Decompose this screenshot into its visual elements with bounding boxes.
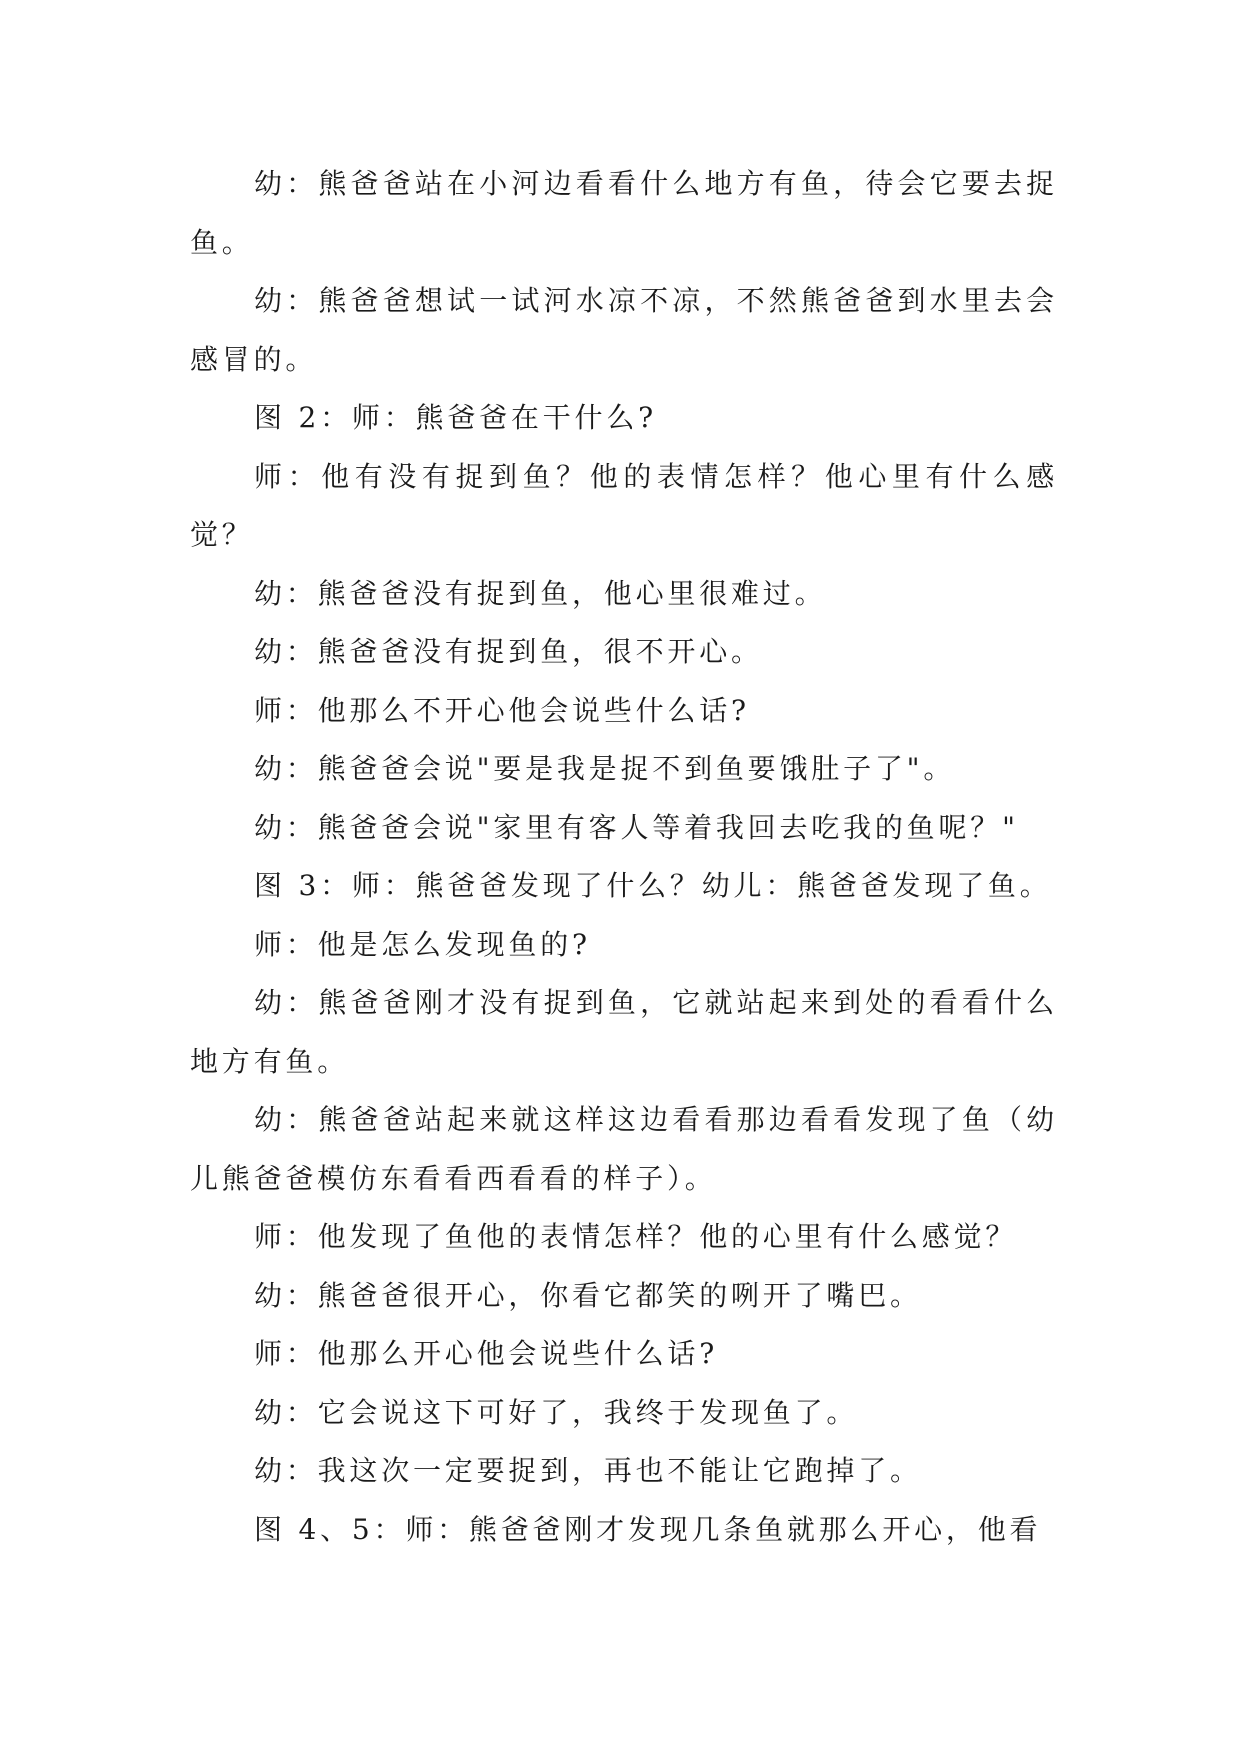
paragraph: 幼：熊爸爸没有捉到鱼，很不开心。 [254, 635, 763, 668]
paragraph: 幼：熊爸爸站在小河边看看什么地方有鱼，待会它要去捉鱼。 [190, 167, 1058, 259]
paragraph: 师：他有没有捉到鱼？他的表情怎样？他心里有什么感觉？ [190, 459, 1058, 551]
paragraph: 幼：熊爸爸站起来就这样这边看看那边看看发现了鱼（幼儿熊爸爸模仿东看看西看看的样子）。 [190, 1103, 1058, 1195]
paragraph: 师：他发现了鱼他的表情怎样？他的心里有什么感觉？ [254, 1220, 1018, 1253]
paragraph: 幼：熊爸爸会说"要是我是捉不到鱼要饿肚子了"。 [254, 752, 956, 785]
paragraph: 师：他那么不开心他会说些什么话? [254, 693, 750, 727]
paragraph: 幼：熊爸爸想试一试河水凉不凉，不然熊爸爸到水里去会感冒的。 [190, 284, 1058, 376]
paragraph: 幼：熊爸爸刚才没有捉到鱼，它就站起来到处的看看什么地方有鱼。 [190, 986, 1058, 1078]
paragraph: 幼：我这次一定要捉到，再也不能让它跑掉了。 [254, 1454, 922, 1487]
paragraph: 幼：熊爸爸没有捉到鱼，他心里很难过。 [254, 576, 827, 610]
paragraph: 图 3：师：熊爸爸发现了什么？幼儿：熊爸爸发现了鱼。 [254, 869, 1052, 902]
paragraph: 师：他是怎么发现鱼的? [254, 927, 591, 961]
paragraph: 幼：它会说这下可好了，我终于发现鱼了。 [254, 1395, 859, 1429]
paragraph: 幼：熊爸爸很开心，你看它都笑的咧开了嘴巴。 [254, 1278, 922, 1312]
paragraph: 师：他那么开心他会说些什么话? [254, 1337, 719, 1370]
document-body [190, 155, 1058, 1559]
paragraph: 图 4、5：师：熊爸爸刚才发现几条鱼就那么开心，他看 [254, 1512, 1042, 1546]
paragraph: 幼：熊爸爸会说"家里有客人等着我回去吃我的鱼呢？" [254, 810, 1019, 844]
paragraph: 图 2：师：熊爸爸在干什么? [254, 401, 657, 434]
